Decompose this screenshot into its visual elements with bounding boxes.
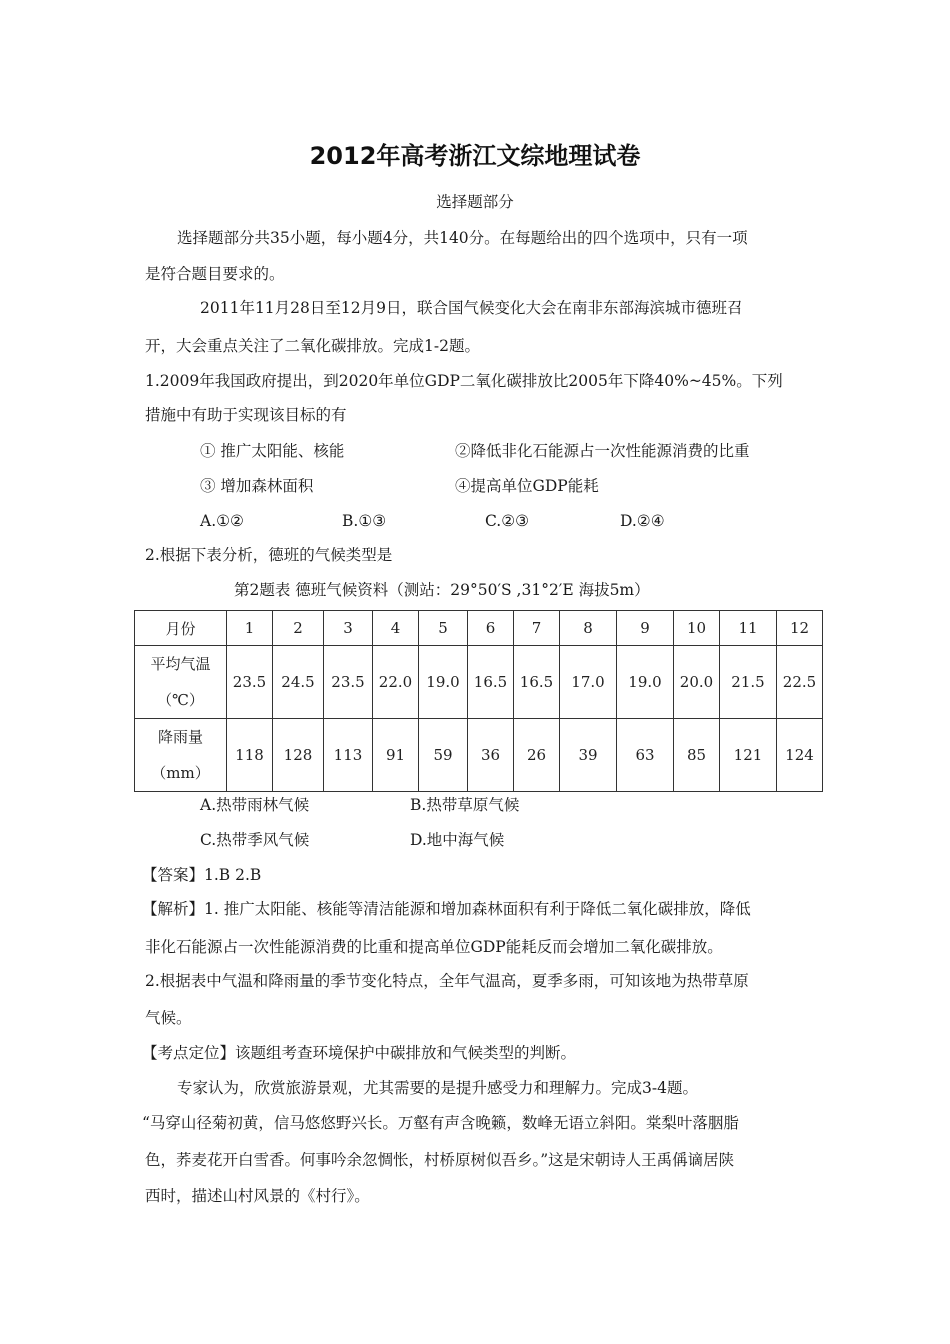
- rainfall-cell: 59: [419, 719, 468, 792]
- month-cell: 7: [514, 611, 560, 646]
- q1-item-4: ④提高单位GDP能耗: [455, 477, 599, 495]
- temperature-cell: 17.0: [560, 646, 617, 719]
- temperature-cell: 22.0: [373, 646, 419, 719]
- temperature-cell: 22.5: [777, 646, 823, 719]
- q1-option-d: D.②④: [620, 512, 665, 530]
- rainfall-cell: 63: [617, 719, 674, 792]
- table-caption: 第2题表 德班气候资料（测站：29°50′S ,31°2′E 海拔5m）: [234, 581, 650, 599]
- answer-line: 【答案】1.B 2.B: [142, 866, 262, 884]
- rainfall-unit: （mm）: [151, 764, 210, 782]
- temperature-cell: 24.5: [273, 646, 324, 719]
- rainfall-cell: 85: [674, 719, 720, 792]
- rainfall-cell: 128: [273, 719, 324, 792]
- month-cell: 9: [617, 611, 674, 646]
- table-row-rainfall: [135, 719, 823, 792]
- table-row-month: [135, 611, 823, 646]
- rainfall-cell: 91: [373, 719, 419, 792]
- rainfall-cell: 26: [514, 719, 560, 792]
- q1-option-c: C.②③: [485, 512, 530, 530]
- month-cell: 5: [419, 611, 468, 646]
- temperature-cell: 19.0: [419, 646, 468, 719]
- q2-option-b: B.热带草原气候: [410, 796, 520, 814]
- key-point-line: 【考点定位】该题组考查环境保护中碳排放和气候类型的判断。: [142, 1044, 577, 1062]
- table-row-temperature: [135, 646, 823, 719]
- month-cell: 6: [468, 611, 514, 646]
- month-cell: 10: [674, 611, 720, 646]
- q1-item-2: ②降低非化石能源占一次性能源消费的比重: [455, 442, 750, 460]
- q2-option-d: D.地中海气候: [410, 831, 505, 849]
- temperature-cell: 16.5: [468, 646, 514, 719]
- month-cell: 1: [227, 611, 273, 646]
- month-cell: 2: [273, 611, 324, 646]
- q2-option-a: A.热带雨林气候: [200, 796, 310, 814]
- q34-context-line-2: “马穿山径菊初黄，信马悠悠野兴长。万壑有声含晚籁，数峰无语立斜阳。棠梨叶落胭脂: [142, 1114, 739, 1132]
- month-cell: 4: [373, 611, 419, 646]
- rainfall-cell: 36: [468, 719, 514, 792]
- q1-stem-line-2: 措施中有助于实现该目标的有: [145, 406, 347, 424]
- rainfall-cell: 121: [720, 719, 777, 792]
- q1-stem-line-1: 1.2009年我国政府提出，到2020年单位GDP二氧化碳排放比2005年下降40%~45%。下列: [145, 372, 783, 390]
- row-label-month: 月份: [135, 611, 227, 646]
- row-label-rainfall: [135, 719, 227, 792]
- q34-context-line-4: 西时，描述山村风景的《村行》。: [145, 1187, 370, 1205]
- context-line-2: 开，大会重点关注了二氧化碳排放。完成1-2题。: [145, 337, 480, 355]
- rainfall-cell: 113: [324, 719, 373, 792]
- climate-table: [134, 610, 823, 792]
- rainfall-label: 降雨量: [157, 728, 203, 746]
- temperature-unit: （℃）: [157, 691, 204, 709]
- intro-line-1: 选择题部分共35小题，每小题4分，共140分。在每题给出的四个选项中，只有一项: [177, 229, 748, 247]
- rainfall-cell: 39: [560, 719, 617, 792]
- rainfall-cell: 124: [777, 719, 823, 792]
- temperature-cell: 23.5: [227, 646, 273, 719]
- q1-item-1: ① 推广太阳能、核能: [200, 442, 345, 460]
- temperature-cell: 19.0: [617, 646, 674, 719]
- q1-option-b: B.①③: [342, 512, 387, 530]
- q2-stem: 2.根据下表分析，德班的气候类型是: [145, 546, 393, 564]
- rainfall-cell: 118: [227, 719, 273, 792]
- month-cell: 11: [720, 611, 777, 646]
- month-cell: 12: [777, 611, 823, 646]
- page-title: 2012年高考浙江文综地理试卷: [309, 142, 641, 170]
- section-heading: 选择题部分: [436, 193, 514, 211]
- q2-option-c: C.热带季风气候: [200, 831, 310, 849]
- temperature-cell: 21.5: [720, 646, 777, 719]
- q1-item-3: ③ 增加森林面积: [200, 477, 314, 495]
- month-cell: 3: [324, 611, 373, 646]
- context-line-1: 2011年11月28日至12月9日，联合国气候变化大会在南非东部海滨城市德班召: [200, 299, 743, 317]
- analysis-line-4: 气候。: [145, 1009, 192, 1027]
- intro-line-2: 是符合题目要求的。: [145, 265, 285, 283]
- temperature-cell: 23.5: [324, 646, 373, 719]
- analysis-line-2: 非化石能源占一次性能源消费的比重和提高单位GDP能耗反而会增加二氧化碳排放。: [145, 938, 723, 956]
- temperature-cell: 20.0: [674, 646, 720, 719]
- temperature-label: 平均气温: [150, 655, 211, 673]
- q34-context-line-1: 专家认为，欣赏旅游景观，尤其需要的是提升感受力和理解力。完成3-4题。: [177, 1079, 698, 1097]
- temperature-cell: 16.5: [514, 646, 560, 719]
- analysis-line-3: 2.根据表中气温和降雨量的季节变化特点，全年气温高，夏季多雨，可知该地为热带草原: [145, 972, 749, 990]
- row-label-temperature: [135, 646, 227, 719]
- q1-option-a: A.①②: [200, 512, 244, 530]
- q34-context-line-3: 色，荞麦花开白雪香。何事吟余忽惆怅，村桥原树似吾乡。”这是宋朝诗人王禹偁谪居陕: [145, 1151, 735, 1169]
- analysis-line-1: 【解析】1. 推广太阳能、核能等清洁能源和增加森林面积有利于降低二氧化碳排放，降低: [142, 900, 751, 918]
- month-cell: 8: [560, 611, 617, 646]
